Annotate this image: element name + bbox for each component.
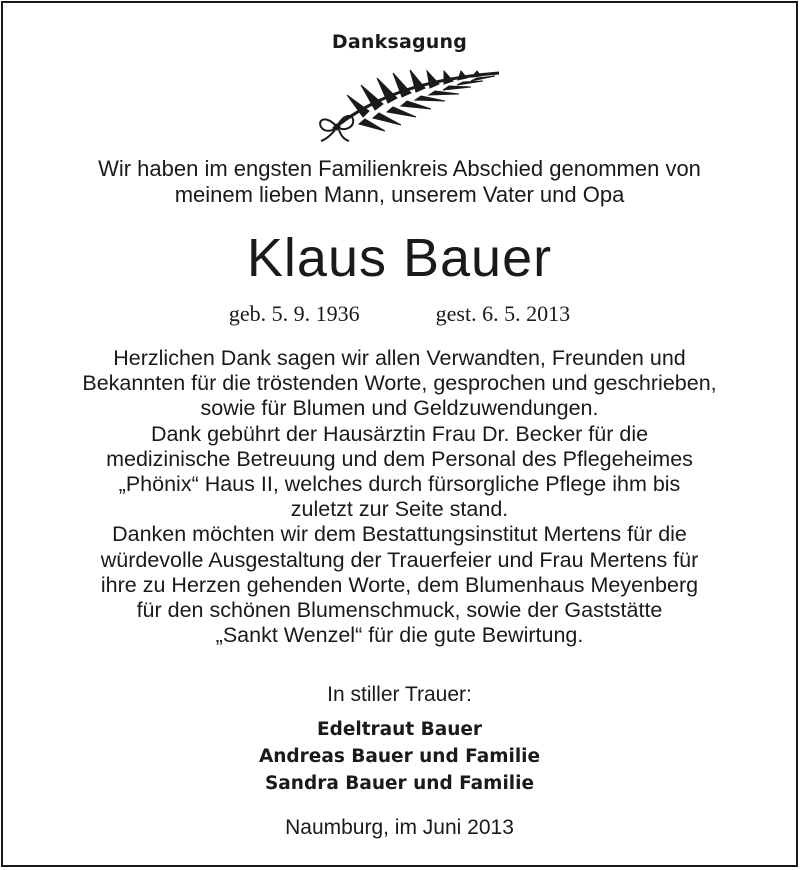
palm-frond-with-bow-icon [303, 69, 509, 143]
thanks-line: zuletzt zur Seite stand. [290, 497, 509, 522]
thanks-line: medizinische Betreuung und dem Personal des Pflegeheimes [106, 446, 693, 471]
obituary-notice [1, 1, 798, 867]
thanks-line: Herzlichen Dank sagen wir allen Verwandten, Freunden und [113, 346, 686, 370]
mourners-list [3, 716, 796, 797]
mourner: Edeltraut Bauer [316, 719, 483, 740]
thanks-line: Dank gebührt der Hausärztin Frau Dr. Becker für die [150, 421, 649, 446]
thanks-line: würdevolle Ausgestaltung der Trauerfeier und Frau Mertens für [100, 547, 699, 572]
thanks-line: Bekannten für die tröstenden Worte, gesprochen und geschrieben, [82, 371, 717, 396]
thanks-line: sowie für Blumen und Geldzuwendungen. [200, 396, 599, 421]
thanks-line: „Sankt Wenzel“ für die gute Bewirtung. [215, 623, 584, 648]
thanks-line: ihre zu Herzen gehenden Worte, dem Blumenhaus Meyenberg [100, 572, 699, 597]
intro-line: Wir haben im engsten Familienkreis Abschied genommen von [98, 156, 701, 181]
thanks-line: „Phönix“ Haus II, welches durch fürsorgliche Pflege ihm bis [118, 472, 681, 497]
mourner: Andreas Bauer und Familie [258, 746, 541, 767]
birth-date: geb. 5. 9. 1936 [228, 301, 360, 326]
thanks-text [3, 346, 796, 648]
place-and-date: Naumburg, im Juni 2013 [285, 816, 514, 839]
notice-heading: Danksagung [331, 31, 468, 53]
intro-line: meinem lieben Mann, unserem Vater und Opa [174, 182, 625, 207]
deceased-name: Klaus Bauer [246, 228, 553, 288]
signoff: In stiller Trauer: [327, 683, 472, 706]
thanks-line: Danken möchten wir dem Bestattungsinstitut Mertens für die [112, 522, 687, 547]
intro-text [3, 156, 796, 208]
mourner: Sandra Bauer und Familie [264, 773, 535, 794]
life-dates [3, 301, 796, 327]
death-date: gest. 6. 5. 2013 [435, 301, 571, 326]
thanks-line: für den schönen Blumenschmuck, sowie der Gaststätte [136, 598, 663, 623]
